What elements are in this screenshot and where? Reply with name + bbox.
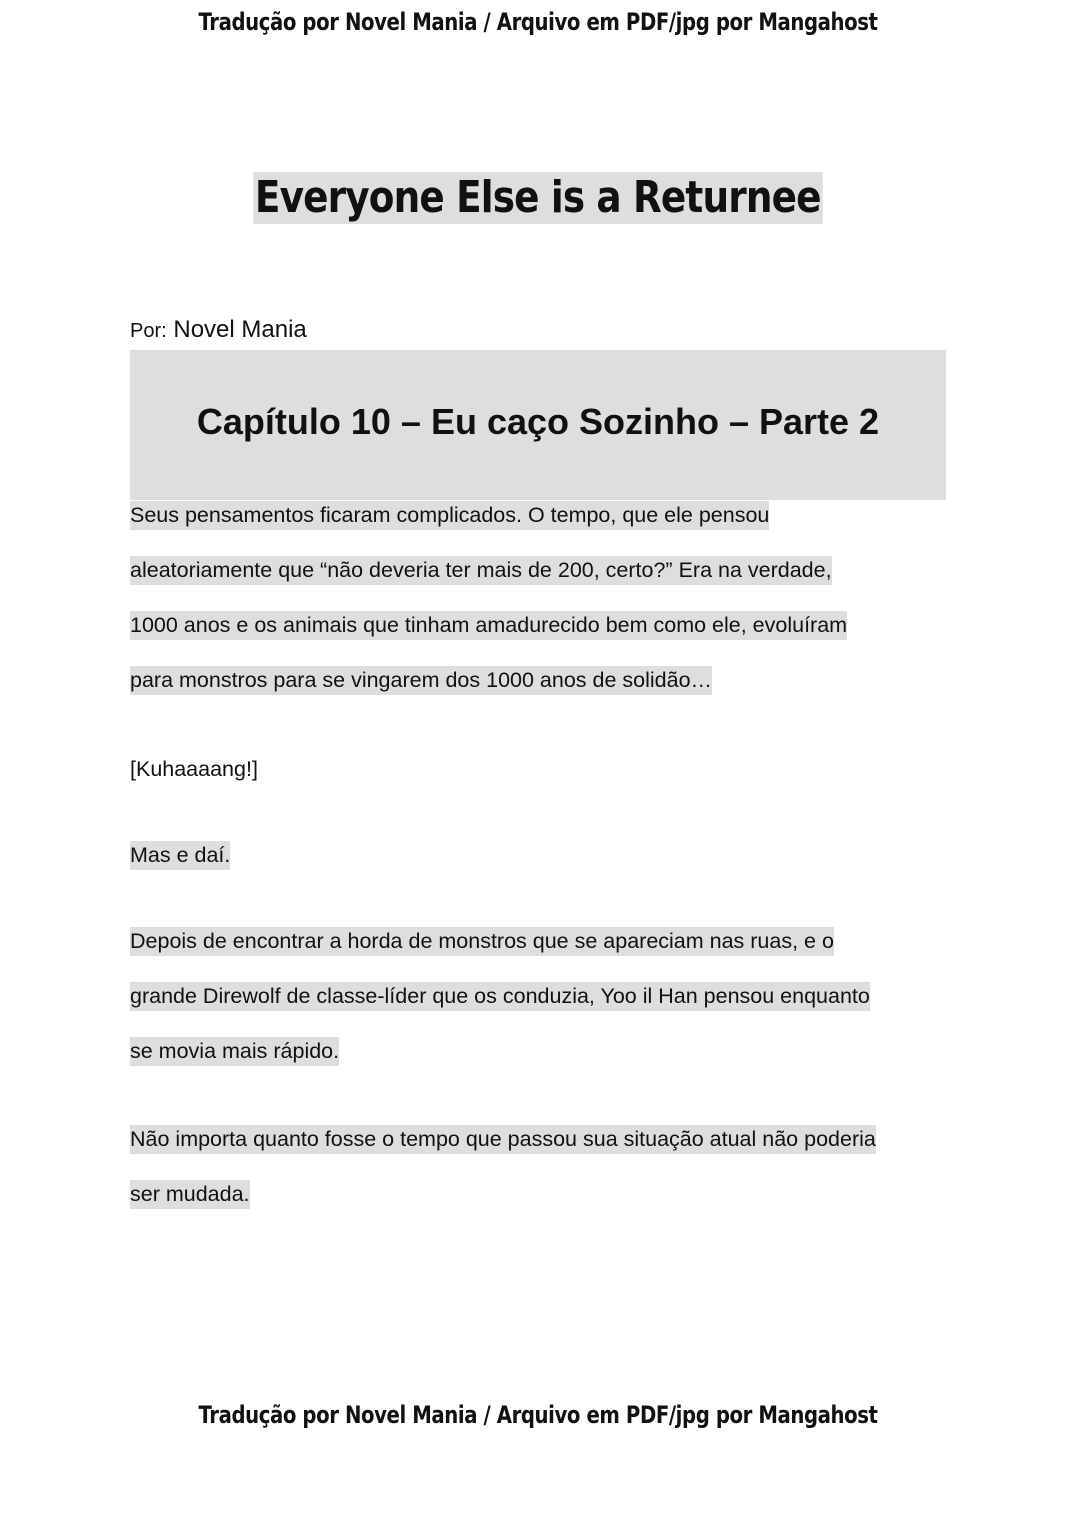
author-name: Novel Mania — [173, 316, 307, 343]
paragraph-5-line-1: Não importa quanto fosse o tempo que passou sua situação atual não poderia — [130, 1125, 876, 1154]
paragraph-4-line-3: se movia mais rápido. — [130, 1037, 339, 1066]
author-label: Por: — [130, 320, 167, 342]
book-title-container — [0, 172, 1076, 224]
paragraph-4-line-1: Depois de encontrar a horda de monstros que se apareciam nas ruas, e o — [130, 927, 834, 956]
paragraph-1 — [130, 488, 960, 708]
chapter-heading-box — [130, 350, 946, 500]
page-header: Tradução por Novel Mania / Arquivo em PDF/jpg por Mangahost — [198, 8, 878, 36]
paragraph-2-line-1: [Kuhaaaang!] — [130, 757, 258, 781]
chapter-title: Capítulo 10 – Eu caço Sozinho – Parte 2 — [196, 401, 880, 442]
paragraph-3 — [130, 828, 960, 883]
paragraph-2 — [130, 742, 960, 797]
paragraph-5-line-2: ser mudada. — [130, 1180, 250, 1209]
book-title: Everyone Else is a Returnee — [255, 172, 821, 223]
paragraph-4 — [130, 914, 960, 1079]
paragraph-1-line-4: para monstros para se vingarem dos 1000 anos de solidão… — [130, 666, 712, 695]
author-line — [130, 316, 307, 344]
paragraph-3-line-1: Mas e daí. — [130, 841, 230, 870]
paragraph-5 — [130, 1112, 960, 1222]
paragraph-1-line-2: aleatoriamente que “não deveria ter mais de 200, certo?” Era na verdade, — [130, 556, 832, 585]
paragraph-4-line-2: grande Direwolf de classe-líder que os conduzia, Yoo il Han pensou enquanto — [130, 982, 870, 1011]
paragraph-1-line-3: 1000 anos e os animais que tinham amadurecido bem como ele, evoluíram — [130, 611, 847, 640]
page-footer: Tradução por Novel Mania / Arquivo em PDF/jpg por Mangahost — [198, 1401, 878, 1429]
paragraph-1-line-1: Seus pensamentos ficaram complicados. O tempo, que ele pensou — [130, 501, 769, 530]
